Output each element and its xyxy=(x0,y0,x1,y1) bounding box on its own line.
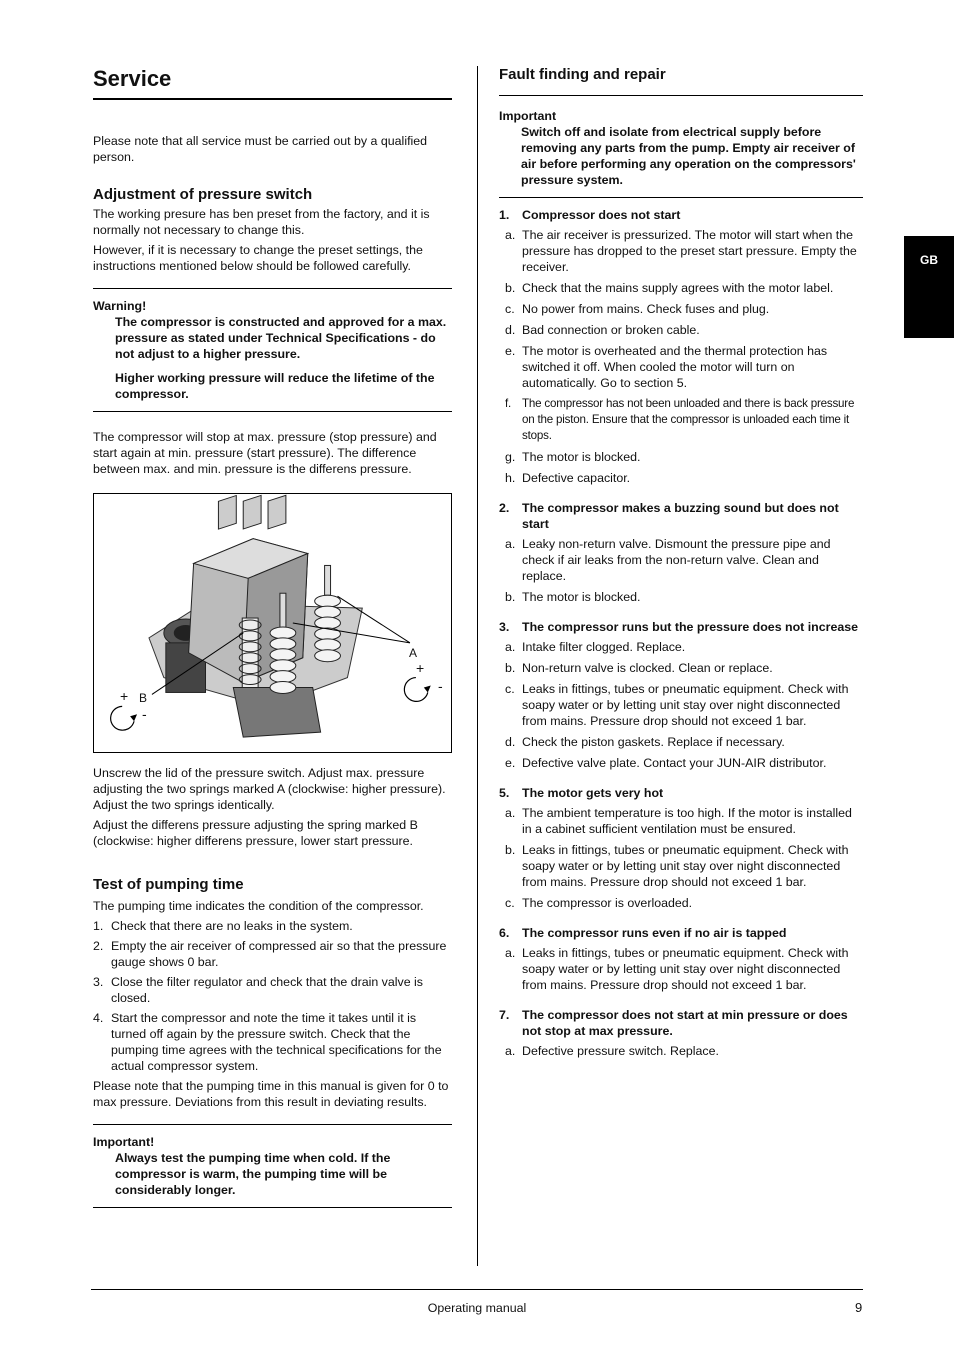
stop-pressure-text: The compressor will stop at max. pressure (stop pressure) and start again at min. pressure (start pressure). The difference between max. and min. pressure is the differens pressure. xyxy=(93,430,437,476)
pumping-heading: Test of pumping time xyxy=(93,876,244,893)
pressure-switch-figure xyxy=(93,493,452,753)
warning-text-1: The compressor is constructed and approved for a max. pressure as stated under Technical Specifications - do not adjust to a higher pressure. xyxy=(115,315,447,361)
column-divider xyxy=(477,66,478,1266)
fault-title: 3. The compressor runs but the pressure does not increase xyxy=(499,620,859,634)
fault-item: h. Defective capacitor. xyxy=(505,471,631,485)
label-a: A xyxy=(409,646,418,660)
fault-item: d. Check the piston gaskets. Replace if necessary. xyxy=(505,735,785,749)
fault-item: a. Leaks in fittings, tubes or pneumatic equipment. Check with soapy water or by letting unit stay over night disconnected from mains. Pressure drop should not exceed 1 bar. xyxy=(505,946,849,992)
unscrew-text: Unscrew the lid of the pressure switch. Adjust max. pressure adjusting the two springs marked A (clockwise: higher pressure). Adjust the two springs identically. xyxy=(93,766,446,812)
adjustment-p2: However, if it is necessary to change the preset settings, the instructions mentioned below should be followed carefully. xyxy=(93,243,423,273)
fault-item: b. Non-return valve is clocked. Clean or replace. xyxy=(505,661,773,675)
fault-item: g. The motor is blocked. xyxy=(505,450,641,464)
adjustment-p1: The working presure has ben preset from the factory, and it is normally not necessary to change this. xyxy=(93,207,430,237)
fault-list xyxy=(499,207,863,1059)
label-b: B xyxy=(139,691,148,705)
pumping-step: 2. Empty the air receiver of compressed air so that the pressure gauge shows 0 bar. xyxy=(93,939,447,969)
fault-item: d. Bad connection or broken cable. xyxy=(505,323,700,337)
label-b-minus: - xyxy=(142,706,147,722)
important-text-left: Always test the pumping time when cold. If the compressor is warm, the pumping time will be considerably longer. xyxy=(115,1151,391,1197)
fault-item: a. The air receiver is pressurized. The motor will start when the pressure has dropped to the preset start pressure. Empty the receiver. xyxy=(505,228,857,274)
left-column xyxy=(93,60,452,1208)
label-a-plus: + xyxy=(416,660,425,676)
label-a-minus: - xyxy=(438,678,443,694)
important-box-right xyxy=(499,108,863,198)
page-number: 9 xyxy=(855,1300,863,1315)
fault-title: 1. Compressor does not start xyxy=(499,208,681,222)
important-text-right: Switch off and isolate from electrical supply before removing any parts from the pump. Empty air receiver of air before performing any operation on the compressors' pressure system. xyxy=(521,125,856,187)
fault-item: b. Check that the mains supply agrees with the motor label. xyxy=(505,281,834,295)
fault-item: f. The compressor has not been unloaded and there is back pressure on the piston. Ensure that the compressor is unloaded each time it stops. xyxy=(505,397,855,442)
important-box-left xyxy=(93,1124,452,1208)
fault-item: a. Defective pressure switch. Replace. xyxy=(505,1044,719,1058)
important-label-right: Important xyxy=(499,109,557,123)
fault-item: c. Leaks in fittings, tubes or pneumatic equipment. Check with soapy water or by letting unit stay over night disconnected from mains. Pressure drop should not exceed 1 bar. xyxy=(505,682,849,728)
pumping-step: 4. Start the compressor and note the time it takes until it is turned off again by the pressure switch. Check that the pumping time agrees with the technical specifications for the actual compressor system. xyxy=(93,1011,442,1073)
warning-text-2: Higher working pressure will reduce the lifetime of the compressor. xyxy=(115,371,435,401)
warning-label: Warning! xyxy=(93,299,147,313)
fault-item: c. The compressor is overloaded. xyxy=(505,896,693,910)
fault-title: 2. The compressor makes a buzzing sound but does not start xyxy=(499,501,839,531)
differens-text: Adjust the differens pressure adjusting the spring marked B (clockwise: higher differens pressure, lower start pressure. xyxy=(93,818,418,848)
label-b-plus: + xyxy=(120,688,129,704)
pumping-step: 1. Check that there are no leaks in the system. xyxy=(93,919,353,933)
fault-item: a. Leaky non-return valve. Dismount the pressure pipe and check if air leaks from the non-return valve. Clean and replace. xyxy=(505,537,831,583)
pumping-steps xyxy=(93,918,452,1074)
footer-rule xyxy=(91,1289,863,1290)
fault-item: c. No power from mains. Check fuses and plug. xyxy=(505,302,770,316)
fault-item: b. Leaks in fittings, tubes or pneumatic equipment. Check with soapy water or by letting unit stay over night disconnected from mains. Pressure drop should not exceed 1 bar. xyxy=(505,843,849,889)
page-title: Service xyxy=(93,66,452,100)
fault-item: e. Defective valve plate. Contact your JUN-AIR distributor. xyxy=(505,756,827,770)
pumping-note: Please note that the pumping time in this manual is given for 0 to max pressure. Deviations from this result in deviating results. xyxy=(93,1079,449,1109)
pressure-switch-illustration xyxy=(94,494,451,752)
fault-title: 6. The compressor runs even if no air is tapped xyxy=(499,926,787,940)
warning-box xyxy=(93,288,452,412)
pumping-step: 3. Close the filter regulator and check that the drain valve is closed. xyxy=(93,975,423,1005)
right-column xyxy=(499,66,863,1064)
fault-item: b. The motor is blocked. xyxy=(505,590,641,604)
adjustment-heading: Adjustment of pressure switch xyxy=(93,186,313,203)
language-tab: GB xyxy=(904,236,954,338)
pumping-intro: The pumping time indicates the condition of the compressor. xyxy=(93,899,424,913)
footer-title: Operating manual xyxy=(427,1301,527,1315)
fault-item: e. The motor is overheated and the thermal protection has switched it off. When cooled the motor will turn on automatically. Go to section 5. xyxy=(505,344,828,390)
intro-text: Please note that all service must be carried out by a qualified person. xyxy=(93,134,428,164)
important-label-left: Important! xyxy=(93,1135,155,1149)
fault-item: a. Intake filter clogged. Replace. xyxy=(505,640,686,654)
fault-title: 5. The motor gets very hot xyxy=(499,786,664,800)
fault-title: 7. The compressor does not start at min pressure or does not stop at max pressure. xyxy=(499,1008,848,1038)
fault-item: a. The ambient temperature is too high. If the motor is installed in a cabinet sufficient ventilation must be ensured. xyxy=(505,806,852,836)
fault-heading: Fault finding and repair xyxy=(499,66,863,96)
